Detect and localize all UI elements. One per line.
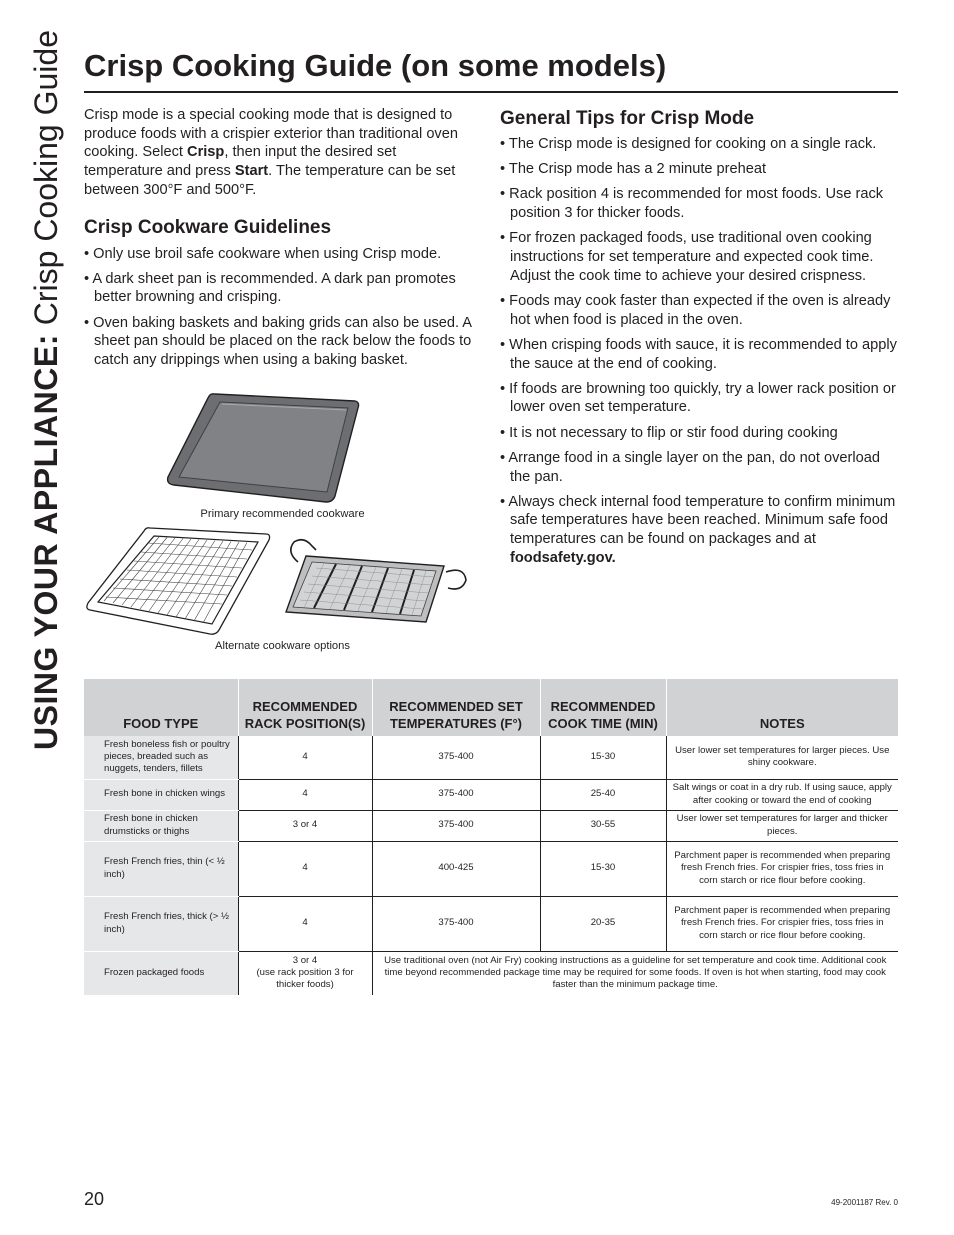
table-row bbox=[84, 841, 898, 896]
caption-primary: Primary recommended cookware bbox=[200, 508, 365, 520]
cell-temp: 400-425 bbox=[372, 841, 540, 896]
side-tab bbox=[26, 29, 66, 750]
right-column bbox=[500, 106, 900, 574]
header-notes: NOTES bbox=[666, 679, 898, 736]
cell-food: Fresh boneless fish or poultry pieces, breaded such as nuggets, tenders, fillets bbox=[84, 736, 238, 779]
cookware-heading: Crisp Cookware Guidelines bbox=[84, 216, 332, 238]
cell-food: Frozen packaged foods bbox=[84, 951, 238, 995]
cell-temp: 375-400 bbox=[372, 779, 540, 810]
intro-text-2: , then input the desired set temperature and press bbox=[84, 144, 397, 180]
crisp-cooking-table bbox=[84, 679, 898, 995]
baking-grid-illustration bbox=[84, 522, 274, 637]
cookware-bullet: • A dark sheet pan is recommended. A dark pan promotes better browning and crisping. bbox=[84, 270, 456, 306]
sheet-pan-illustration bbox=[160, 388, 365, 508]
table-row bbox=[84, 779, 898, 810]
tip-bullet: • If foods are browning too quickly, try a lower rack position or lower oven set temperature. bbox=[500, 380, 896, 416]
intro-paragraph bbox=[84, 106, 476, 200]
tip-bullet: • Foods may cook faster than expected if the oven is already hot when food is placed in the oven. bbox=[500, 292, 891, 328]
cell-temp: 375-400 bbox=[372, 896, 540, 951]
side-tab-section: USING YOUR APPLIANCE: bbox=[28, 334, 64, 750]
cell-rack: 3 or 4 bbox=[238, 810, 372, 841]
cell-notes: Salt wings or coat in a dry rub. If using sauce, apply after cooking or toward the end of cooking bbox=[666, 779, 898, 810]
tip-bullet bbox=[500, 493, 900, 568]
cell-time: 15-30 bbox=[540, 736, 666, 779]
page-number: 20 bbox=[84, 1189, 105, 1209]
cell-time: 25-40 bbox=[540, 779, 666, 810]
page-title: Crisp Cooking Guide (on some models) bbox=[84, 48, 667, 83]
cell-rack-line1: 3 or 4 bbox=[292, 954, 318, 966]
cell-food: Fresh French fries, thin (< ½ inch) bbox=[84, 841, 238, 896]
foodsafety-link[interactable]: foodsafety.gov. bbox=[510, 549, 616, 566]
cell-food: Fresh French fries, thick (> ½ inch) bbox=[84, 896, 238, 951]
tip-bullet: • When crisping foods with sauce, it is recommended to apply the sauce at the end of cooking. bbox=[500, 336, 897, 372]
table-row bbox=[84, 810, 898, 841]
cell-food: Fresh bone in chicken wings bbox=[84, 779, 238, 810]
cell-frozen-notes: Use traditional oven (not Air Fry) cooking instructions as a guideline for set temperature and cook time. Additional cook time beyond recommended package time may be required for some foods. If oven is hot when starting, food may cook faster than the minimum package time. bbox=[372, 951, 898, 995]
cell-temp: 375-400 bbox=[372, 736, 540, 779]
title-rule bbox=[84, 91, 898, 93]
cell-rack: 4 bbox=[238, 779, 372, 810]
tip-bullet: • It is not necessary to flip or stir food during cooking bbox=[500, 424, 838, 441]
header-cook-time: RECOMMENDED COOK TIME (MIN) bbox=[540, 679, 666, 736]
cookware-bullet: • Oven baking baskets and baking grids can also be used. A sheet pan should be placed on the rack below the foods to catch any drippings when using a baking basket. bbox=[84, 314, 472, 369]
tip-bullet: • The Crisp mode is designed for cooking on a single rack. bbox=[500, 136, 877, 152]
tip-bullet: • The Crisp mode has a 2 minute preheat bbox=[500, 161, 767, 178]
table-row-frozen bbox=[84, 951, 898, 995]
cell-notes: User lower set temperatures for larger and thicker pieces. bbox=[666, 810, 898, 841]
cell-time: 30-55 bbox=[540, 810, 666, 841]
document-id: 49-2001187 Rev. 0 bbox=[831, 1198, 898, 1207]
tip-bullet: • Arrange food in a single layer on the pan, do not overload the pan. bbox=[500, 449, 880, 485]
intro-bold-start: Start bbox=[234, 163, 269, 180]
cookware-bullet: • Only use broil safe cookware when using Crisp mode. bbox=[84, 245, 442, 262]
cell-rack-line2: (use rack position 3 for thicker foods) bbox=[256, 967, 354, 991]
cell-notes: Parchment paper is recommended when preparing fresh French fries. For crispier fries, toss fries in corn starch or rice flour before cooking. bbox=[666, 896, 898, 951]
header-food-type: FOOD TYPE bbox=[84, 679, 238, 736]
tip-bullet: • For frozen packaged foods, use traditional oven cooking instructions for set temperature and expected cook time. Adjust the cook time to achieve your desired crispness. bbox=[500, 230, 874, 284]
cell-rack: 4 bbox=[238, 841, 372, 896]
table-header-row bbox=[84, 679, 898, 736]
side-tab-subsection: Crisp Cooking Guide bbox=[28, 29, 64, 335]
cell-temp: 375-400 bbox=[372, 810, 540, 841]
intro-text-1: Crisp mode is a special cooking mode that is designed to produce foods with a crispier exterior than traditional oven cooking. Select bbox=[84, 107, 458, 161]
cell-rack bbox=[238, 951, 372, 995]
cookware-bullets bbox=[84, 245, 476, 370]
tip-bullet-text: • Always check internal food temperature to confirm minimum safe temperatures have been reached. Minimum safe food temperatures can be found on packages and at bbox=[500, 493, 896, 548]
cell-time: 15-30 bbox=[540, 841, 666, 896]
cell-food: Fresh bone in chicken drumsticks or thighs bbox=[84, 810, 238, 841]
intro-bold-crisp: Crisp bbox=[187, 144, 225, 161]
tip-bullet: • Rack position 4 is recommended for most foods. Use rack position 3 for thicker foods. bbox=[500, 186, 884, 222]
header-rack-position: RECOMMENDED RACK POSITION(S) bbox=[238, 679, 372, 736]
tips-heading: General Tips for Crisp Mode bbox=[500, 108, 755, 129]
intro-text-3: . The temperature can be set between 300°F and 500°F. bbox=[84, 163, 456, 198]
cell-notes: User lower set temperatures for larger pieces. Use shiny cookware. bbox=[666, 736, 898, 779]
table-row bbox=[84, 896, 898, 951]
header-set-temperatures: RECOMMENDED SET TEMPERATURES (F°) bbox=[372, 679, 540, 736]
tips-bullets bbox=[500, 135, 900, 568]
table-row bbox=[84, 736, 898, 779]
left-column bbox=[84, 106, 476, 376]
cell-notes: Parchment paper is recommended when preparing fresh French fries. For crispier fries, toss fries in corn starch or rice flour before cooking. bbox=[666, 841, 898, 896]
cell-rack: 4 bbox=[238, 896, 372, 951]
side-tab-text bbox=[26, 29, 66, 750]
caption-alternate: Alternate cookware options bbox=[215, 640, 350, 652]
cell-rack: 4 bbox=[238, 736, 372, 779]
cell-time: 20-35 bbox=[540, 896, 666, 951]
baking-basket-illustration bbox=[276, 522, 476, 637]
